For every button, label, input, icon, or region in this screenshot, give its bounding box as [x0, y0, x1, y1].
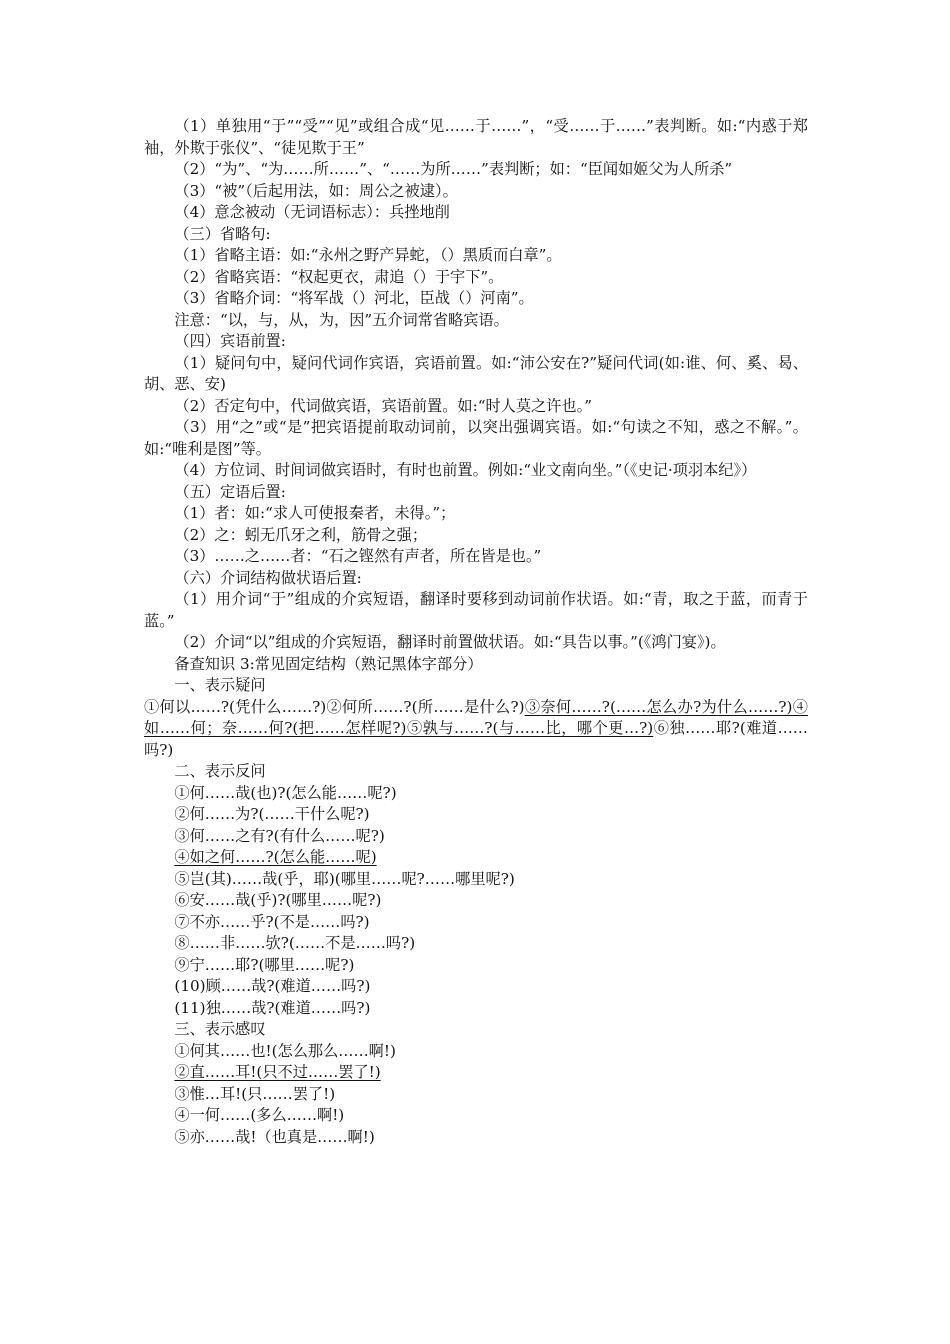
line-rhetorical-10: (10)顾……哉?(难道……吗?) [174, 977, 371, 995]
line-rhetorical-1: ①何……哉(也)?(怎么能……呢?) [174, 783, 397, 802]
line-rhetorical-5: ⑤岂(其)……哉(乎，耶)(哪里……呢?……哪里呢?) [174, 869, 515, 888]
line-fronting-2: （2）否定句中，代词做宾语，宾语前置。如:“时人莫之许也。” [174, 396, 592, 415]
interrogative-part-c: ⑥独……耶?(难道……吗?) [144, 719, 808, 759]
line-omission-2: （2）省略宾语：“权起更衣，肃追（）于宇下”。 [174, 267, 504, 286]
heading-attributive-postposition: （五）定语后置: [174, 482, 286, 501]
heading-object-fronting: （四）宾语前置: [174, 332, 286, 350]
line-exclamation-3: ③惟…耳!(只……罢了!) [174, 1084, 336, 1103]
line-rhetorical-3: ③何……之有?(有什么……呢?) [174, 826, 385, 845]
line-exclamation-4: ④一何……(多么……啊!) [174, 1106, 345, 1124]
line-passive-2: （2）“为”、“为……所……”、“……为所……”表判断；如：“臣闻如姬父为人所杀” [174, 160, 733, 178]
line-attributive-2: （2）之：蚓无爪牙之利，筋骨之强； [174, 525, 428, 544]
line-exclamation-1: ①何其……也!(怎么那么……啊!) [174, 1041, 396, 1060]
heading-interrogative: 一、表示疑问 [174, 676, 266, 694]
line-rhetorical-2: ②何……为?(……干什么呢?) [174, 805, 370, 823]
line-omission-1: （1）省略主语：如:“永州之野产异蛇，（）黑质而白章”。 [174, 246, 562, 264]
line-rhetorical-11: (11)独……哉?(难道……吗?) [174, 998, 371, 1017]
heading-reference-3: 备查知识 3:常见固定结构（熟记黑体字部分） [174, 654, 483, 673]
line-fronting-4: （4）方位词、时间词做宾语时，有时也前置。例如:“业文南向坐。”（《史记·项羽本纪》） [174, 461, 757, 479]
line-omission-3: （3）省略介词：“将军战（）河北，臣战（）河南”。 [174, 289, 534, 307]
heading-rhetorical: 二、表示反问 [174, 762, 266, 780]
line-rhetorical-9: ⑨宁……耶?(哪里……呢?) [174, 955, 355, 974]
document-page [144, 116, 808, 1148]
line-note: 注意：“以，与，从，为，因”五介词常省略宾语。 [174, 310, 509, 329]
line-rhetorical-6: ⑥安……哉(乎)?(哪里……呢?) [174, 891, 382, 909]
line-exclamation-2 [144, 1062, 808, 1084]
heading-omission: （三）省略句: [174, 224, 271, 243]
line-passive-1: （1）单独用“于”“受”“见”或组合成“见……于……”，“受……于……”表判断。如:“内惑于郑袖，外欺于张仪”、“徒见欺于王” [144, 117, 808, 157]
heading-exclamation: 三、表示感叹 [174, 1020, 266, 1038]
line-attributive-3: （3）……之……者：“石之铿然有声者，所在皆是也。” [174, 547, 542, 565]
line-fronting-1: （1）疑问句中，疑问代词作宾语，宾语前置。如:“沛公安在?”疑问代词(如:谁、何、奚、曷、胡、恶、安) [144, 353, 808, 393]
line-passive-4: （4）意念被动（无词语标志）：兵挫地削 [174, 203, 450, 221]
line-passive-3: （3）“被”（后起用法，如：周公之被逮）。 [174, 181, 458, 200]
interrogative-part-a: ①何以……?(凭什么……?)②何所……?(所……是什么?) [144, 697, 525, 716]
line-adverbial-2: （2）介词“以”组成的介宾短语，翻译时前置做状语。如:“具告以事。”(《鸿门宴》)。 [174, 633, 726, 651]
exclamation-2-underlined: ②直……耳!(只不过……罢了!) [174, 1063, 381, 1081]
line-rhetorical-8: ⑧……非……欤?(……不是……吗?) [174, 934, 416, 952]
interrogative-part-b-underlined: ③奈何……?(……怎么办?为什么……?)④如……何；奈……何?(把……怎样呢?)⑤孰与……?(与……比，哪个更…?) [144, 697, 808, 737]
line-fronting-3: （3）用“之”或“是”把宾语提前取动词前，以突出强调宾语。如:“句读之不知，惑之不解。”。如:“唯利是图”等。 [144, 418, 808, 458]
line-exclamation-5: ⑤亦……哉!（也真是……啊!) [174, 1127, 375, 1146]
line-interrogative-list [144, 697, 808, 762]
line-adverbial-1: （1）用介词“于”组成的介宾短语，翻译时要移到动词前作状语。如:“青，取之于蓝，而青于蓝。” [144, 590, 808, 630]
line-rhetorical-7: ⑦不亦……乎?(不是……吗?) [174, 912, 370, 931]
rhetorical-4-underlined: ④如之何……?(怎么能……呢) [174, 848, 377, 866]
heading-adverbial-postposition: （六）介词结构做状语后置: [174, 568, 362, 587]
line-rhetorical-4 [144, 847, 808, 869]
line-attributive-1: （1）者：如:“求人可使报秦者，未得。”； [174, 504, 456, 522]
